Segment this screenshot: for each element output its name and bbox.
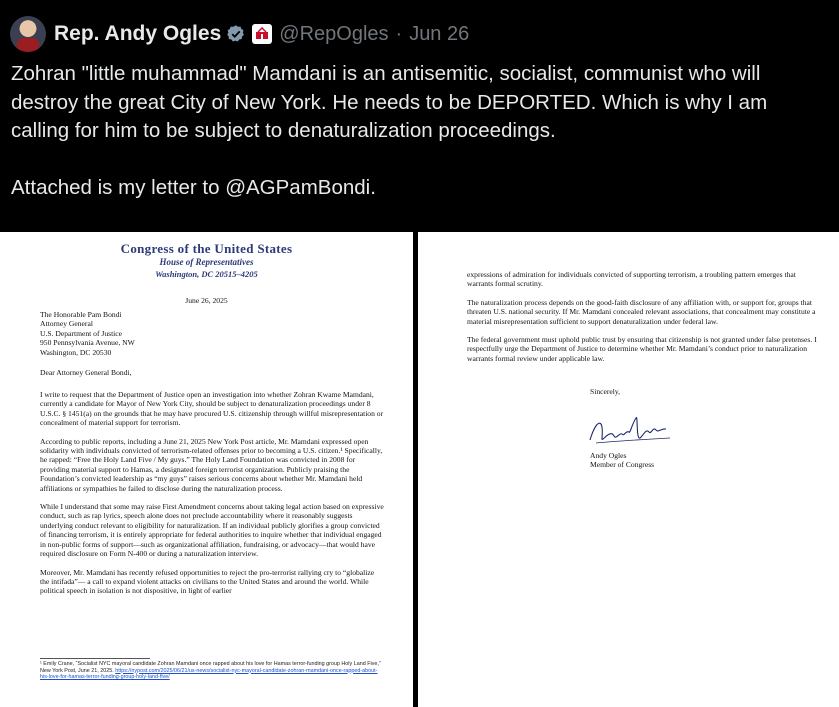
letter-page-2[interactable] [418, 232, 839, 707]
paragraph: I write to request that the Department of Justice open an investigation into whether Zohran Kwame Mamdani, currently a candidate for Mayor of New York City, should be subject to denaturalization proceedings under 8 U.S.C. § 1451(a) on the grounds that he may have procured U.S. citizenship through willful misrepresentation or concealment of material support for terrorism. [40, 390, 384, 428]
closing: Sincerely, [590, 387, 621, 396]
letter-body-page-2 [467, 270, 817, 363]
letterhead-title: Congress of the United States [120, 241, 293, 256]
congress-affiliation-icon[interactable] [252, 24, 272, 44]
post-date[interactable]: Jun 26 [409, 22, 470, 45]
paragraph: While I understand that some may raise First Amendment concerns about taking legal action based on expressive conduct, such as rap lyrics, speech alone does not preclude accountability where it reasonably suggests underlying conduct relevant to eligibility for naturalization. If an individual publicly glorifies a group convicted of financing terrorism, it is entirely appropriate for federal authorities to inquire whether that individual engaged in non-public forms of support—such as organizational affiliation, fundraising, or advocacy—that would have required disclosure on Form N-400 or during a naturalization interview. [40, 502, 384, 559]
footnote-link[interactable]: https://nypost.com/2025/06/21/us-news/socialist-nyc-mayoral-candidate-zohran-mamdani-once-rapped-about-his-love-for-hamas-terror-funding-group-holy-land-five/ [40, 667, 378, 681]
tweet-text: Zohran "little muhammad" Mamdani is an antisemitic, socialist, communist who will destroy the great City of New York. He needs to be DEPORTED. Which is why I am calling for him to be subject to denaturalization proceedings. Attached is my letter to @AGPamBondi. [11, 62, 768, 199]
footnote-divider [40, 658, 150, 659]
author-handle[interactable]: @RepOgles [279, 22, 389, 45]
footnote-text: ¹ Emily Crane, “Socialist NYC mayoral candidate Zohran Mamdani once rapped about his love for Hamas terror-funding group Holy Land Five,” New York Post, June 21, 2025. [40, 661, 381, 674]
letterhead-city: Washington, DC 20515–4205 [155, 269, 258, 279]
dot-separator: · [395, 22, 403, 45]
paragraph: The federal government must uphold public trust by ensuring that citizenship is not granted under false pretenses. I respectfully urge the Department of Justice to determine whether Mr. Mamdani’s conduct prior to naturalization warrants formal review under applicable law. [467, 335, 817, 363]
signature [586, 410, 676, 452]
paragraph: expressions of admiration for individuals convicted of supporting terrorism, a troubling pattern emerges that warrants formal scrutiny. [467, 270, 796, 289]
paragraph: The naturalization process depends on the good-faith disclosure of any affiliation with, or support for, groups that threaten U.S. national security. If Mr. Mamdani concealed relevant associations, that concealment may constitute a material misrepresentation sufficient to support denaturalization under federal law. [467, 297, 816, 326]
salutation: Dear Attorney General Bondi, [40, 368, 132, 377]
recipient-address: The Honorable Pam Bondi Attorney General U.S. Department of Justice 950 Pennsylvania Avenue, NW Washington, DC 20530 [40, 310, 135, 357]
paragraph: According to public reports, including a June 21, 2025 New York Post article, Mr. Mamdani expressed open solidarity with individuals convicted of terrorism-related offenses prior to becoming a U.S. citizen.¹ Specifically, he rapped: “Free the Holy Land Five / My guys.” The Holy Land Foundation was convicted in 2008 for providing material support to Hamas, a designated foreign terrorist organization. Publicly praising the Foundation’s convicted leadership as “my guys” raises serious concerns about whether Mr. Mamdani held affiliations or sympathies he failed to disclose during the naturalization process. [40, 436, 383, 493]
verified-badge-icon[interactable] [226, 24, 246, 44]
letterhead-sub: House of Representatives [159, 257, 254, 267]
tweet-header [10, 14, 469, 54]
avatar[interactable] [10, 16, 46, 52]
letter-date: June 26, 2025 [185, 296, 228, 305]
letter-page-1[interactable] [0, 232, 413, 707]
letter-body-page-1 [40, 390, 385, 596]
signer-block: Andy Ogles Member of Congress [590, 451, 655, 470]
attached-images[interactable] [0, 232, 839, 707]
footnote [40, 661, 385, 681]
author-name[interactable]: Rep. Andy Ogles [54, 22, 222, 45]
paragraph: Moreover, Mr. Mamdani has recently refused opportunities to reject the pro-terrorist rallying cry to “globalize the intifada”— a call to expand violent attacks on civilians to the United States and around the world. While political speech in isolation is not dispositive, in light of earlier [40, 567, 375, 596]
